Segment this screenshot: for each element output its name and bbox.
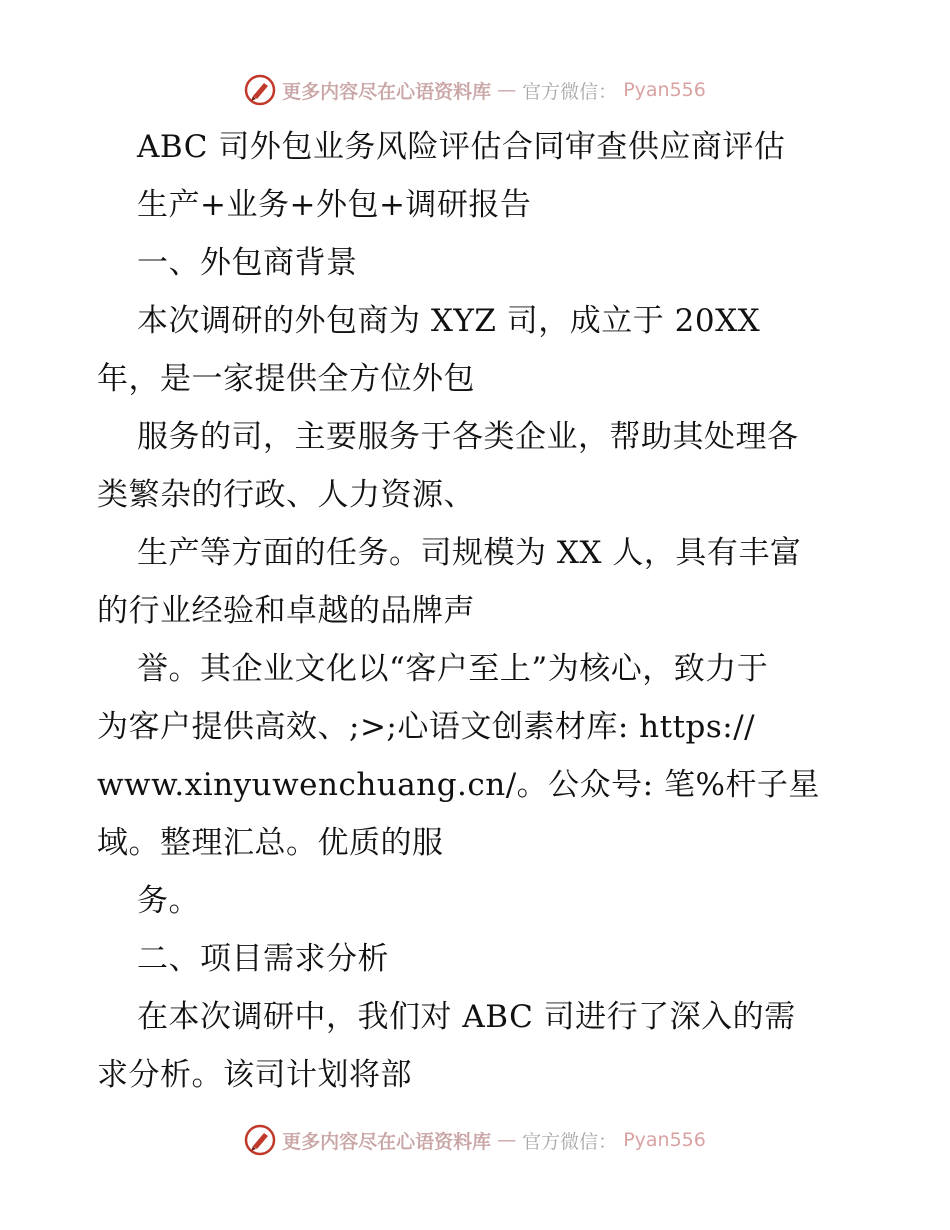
section-heading-2: 二、项目需求分析 [137,941,389,977]
banner-wechat-label: 官方微信： [522,1130,618,1153]
header-banner [0,72,950,108]
paragraph-line: www.xinyuwenchuang.cn/。公众号: 笔%杆子星 [97,767,820,803]
paragraph-line: 本次调研的外包商为 XYZ 司，成立于 20XX [137,303,761,339]
paragraph-line: 誉。其企业文化以“客户至上”为核心，致力于 [137,651,769,687]
document-body [97,118,887,1104]
paragraph-line: 的行业经验和卓越的品牌声 [97,593,475,629]
paragraph-line: 为客户提供高效、;>;心语文创素材库: https:// [97,709,756,745]
banner-main-text: 更多内容尽在心语资料库 [282,80,492,103]
banner-separator: — [497,1129,517,1151]
paragraph-line: 域。整理汇总。优质的服 [97,825,444,861]
pen-logo-icon [244,74,276,106]
banner-separator: — [497,79,517,101]
section-heading-1: 一、外包商背景 [137,245,358,281]
pen-logo-icon [244,1124,276,1156]
document-subtitle: 生产+业务+外包+调研报告 [137,187,532,223]
paragraph-line: 求分析。该司计划将部 [97,1057,412,1093]
paragraph-line: 服务的司，主要服务于各类企业，帮助其处理各 [137,419,799,455]
banner-wechat-label: 官方微信： [522,80,618,103]
banner-main-text: 更多内容尽在心语资料库 [282,1130,492,1153]
paragraph-line: 类繁杂的行政、人力资源、 [97,477,475,513]
banner-wechat-id: Pyan556 [623,1129,706,1151]
footer-banner [0,1122,950,1158]
paragraph-line: 年，是一家提供全方位外包 [97,361,475,397]
document-title: ABC 司外包业务风险评估合同审查供应商评估 [137,129,786,165]
banner-wechat-id: Pyan556 [623,79,706,101]
paragraph-line: 在本次调研中，我们对 ABC 司进行了深入的需 [137,999,796,1035]
paragraph-line: 生产等方面的任务。司规模为 XX 人，具有丰富 [137,535,802,571]
paragraph-line: 务。 [137,883,200,919]
